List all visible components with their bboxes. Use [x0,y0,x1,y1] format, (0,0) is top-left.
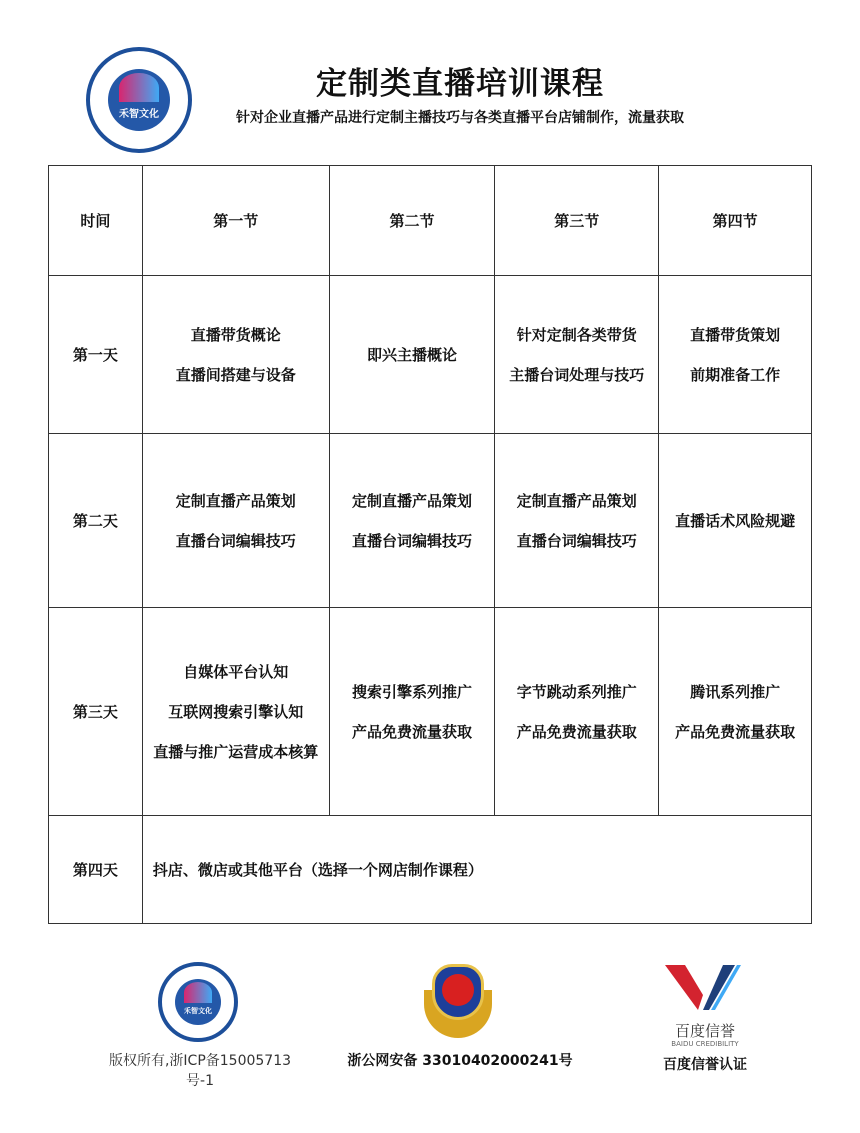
course-line: 针对定制各类带货 [516,325,637,344]
course-line: 即兴主播概论 [366,345,457,364]
course-line: 直播带货概论 [190,325,281,344]
day-cell [49,276,143,434]
cell-text: 第四节 [712,211,758,230]
course-cell [495,434,659,608]
table-row [49,608,812,816]
cell-text: 第四天 [72,860,118,879]
cell-text: 第二节 [389,211,435,230]
cell-text: 抖店、微店或其他平台（选择一个网店制作课程） [152,860,483,879]
course-cell [142,276,329,434]
table-row [49,434,812,608]
course-line: 直播台词编辑技巧 [516,531,637,550]
course-line: 直播台词编辑技巧 [175,531,296,550]
course-line: 字节跳动系列推广 [516,682,637,701]
course-cell [495,608,659,816]
baidu-logo-subtext: BAIDU CREDIBILITY [671,1040,739,1048]
course-line: 定制直播产品策划 [516,491,637,510]
course-cell [659,434,812,608]
course-line: 自媒体平台认知 [183,662,289,681]
cell-text: 第一天 [72,345,118,364]
footer-company-logo: 禾智文化 [158,962,238,1042]
baidu-logo-text: 百度信誉 [674,1022,735,1040]
column-header [329,166,495,276]
course-cell [329,608,495,816]
course-line: 直播话术风险规避 [675,511,796,530]
course-line: 直播台词编辑技巧 [351,531,472,550]
column-header [142,166,329,276]
day-cell [49,816,143,924]
course-line: 直播与推广运营成本核算 [153,742,319,761]
course-cell [329,434,495,608]
course-line: 前期准备工作 [690,365,781,384]
course-line: 直播带货策划 [690,325,781,344]
icp-text[interactable]: 版权所有,浙ICP备15005713号-1 [108,1053,292,1089]
column-header [49,166,143,276]
course-line: 产品免费流量获取 [516,722,637,741]
course-cell [659,608,812,816]
course-cell [142,434,329,608]
page-subtitle: 针对企业直播产品进行定制主播技巧与各类直播平台店铺制作，流量获取 [236,110,684,126]
schedule-table [48,165,812,924]
course-line: 主播台词处理与技巧 [509,365,645,384]
course-line: 产品免费流量获取 [351,722,472,741]
day-cell [49,608,143,816]
header-row [49,166,812,276]
police-badge-icon [418,960,498,1040]
course-line: 腾讯系列推广 [690,682,781,701]
company-logo: 禾智文化 [86,47,192,153]
course-line: 搜索引擎系列推广 [351,682,472,701]
course-line: 产品免费流量获取 [675,722,796,741]
column-header [659,166,812,276]
course-cell [142,608,329,816]
cell-text: 第一节 [213,211,259,230]
course-line: 定制直播产品策划 [175,491,296,510]
course-cell [659,276,812,434]
page-title: 定制类直播培训课程 [316,66,604,102]
table-row [49,276,812,434]
column-header [495,166,659,276]
course-cell [495,276,659,434]
cell-text: 第三节 [554,211,600,230]
course-cell [142,816,811,924]
day-cell [49,434,143,608]
police-record-text[interactable]: 浙公网安备 33010402000241号 [347,1053,573,1069]
baidu-credibility-label[interactable]: 百度信誉认证 [663,1057,747,1073]
cell-text: 第三天 [72,702,118,721]
table-row [49,816,812,924]
cell-text: 时间 [80,211,111,230]
baidu-credibility-logo [665,965,745,1025]
course-cell [329,276,495,434]
cell-text: 第二天 [72,511,118,530]
course-line: 直播间搭建与设备 [175,365,296,384]
course-line: 定制直播产品策划 [351,491,472,510]
course-line: 互联网搜索引擎认知 [168,702,304,721]
